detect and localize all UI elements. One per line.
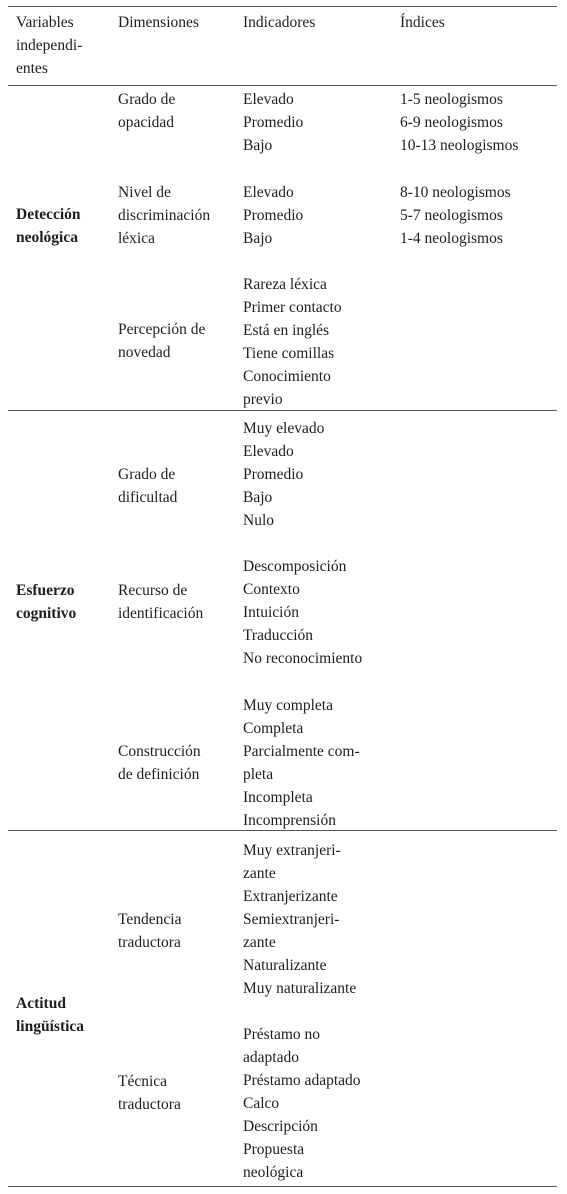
variable-line: Actitud: [16, 995, 66, 1012]
header-variables-line: independi-: [16, 37, 83, 54]
variable-line: cognitivo: [16, 605, 77, 622]
indicator: Muy elevado: [243, 420, 325, 437]
dimension-construccion-definicion: [118, 740, 201, 786]
indicator: Descomposición: [243, 558, 347, 575]
header-variables-line: Variables: [16, 14, 74, 31]
dimension-line: Nivel de: [118, 184, 171, 201]
dimension-line: novedad: [118, 344, 171, 361]
index-value: 1-4 neologismos: [400, 230, 503, 247]
variable-line: neológica: [16, 229, 78, 246]
dimension-tendencia-traductora: [118, 908, 181, 954]
indicator: Préstamo adaptado: [243, 1072, 361, 1089]
dimension-line: Construcción: [118, 743, 201, 760]
indicator: Muy naturalizante: [243, 980, 357, 997]
rule-bottom: [8, 1186, 557, 1187]
dimension-grado-opacidad: [118, 88, 175, 134]
indicator: Promedio: [243, 466, 304, 483]
indicator: zante: [243, 865, 276, 882]
header-variables: [16, 11, 82, 80]
indicator: Conocimiento: [243, 368, 331, 385]
indicator: zante: [243, 934, 276, 951]
indicator: Extranjerizante: [243, 888, 338, 905]
indicators-construccion-definicion: [243, 694, 360, 832]
header-indicadores: Indicadores: [243, 14, 316, 31]
indicator: Naturalizante: [243, 957, 327, 974]
indicator: Descripción: [243, 1118, 318, 1135]
indicators-nivel-discriminacion: [243, 181, 303, 250]
indicator: Completa: [243, 720, 304, 737]
indicator: adaptado: [243, 1049, 299, 1066]
index-value: 8-10 neologismos: [400, 184, 511, 201]
dimension-grado-dificultad: [118, 463, 177, 509]
indicator: No reconocimiento: [243, 650, 363, 667]
dimension-percepcion-novedad: [118, 318, 205, 364]
indicator: Incomprensión: [243, 812, 336, 829]
variable-actitud-linguistica: [16, 992, 84, 1038]
index-value: 6-9 neologismos: [400, 114, 503, 131]
dimension-line: Grado de: [118, 91, 176, 108]
rule-top: [8, 6, 557, 7]
dimension-line: Técnica: [118, 1073, 168, 1090]
indicator: Préstamo no: [243, 1026, 321, 1043]
dimension-line: Tendencia: [118, 911, 182, 928]
indicator: Muy extranjeri-: [243, 842, 341, 859]
variable-line: Esfuerzo: [16, 582, 75, 599]
indicator: neológica: [243, 1164, 304, 1181]
rule-header: [8, 85, 557, 86]
indicator: Rareza léxica: [243, 276, 327, 293]
header-variables-line: entes: [16, 60, 48, 77]
indicator: Bajo: [243, 230, 273, 247]
indicator: Muy completa: [243, 697, 333, 714]
indicator: Propuesta: [243, 1141, 305, 1158]
indicators-grado-opacidad: [243, 88, 303, 157]
indicator: Promedio: [243, 114, 304, 131]
dimension-line: discriminación: [118, 207, 211, 224]
dimension-recurso-identificacion: [118, 579, 203, 625]
indicators-recurso-identificacion: [243, 555, 362, 670]
variable-line: lingüística: [16, 1018, 85, 1035]
indices-nivel-discriminacion: [400, 181, 511, 250]
indicator: Nulo: [243, 512, 274, 529]
dimension-line: traductora: [118, 934, 181, 951]
dimension-line: Grado de: [118, 466, 176, 483]
indicator: Está en inglés: [243, 322, 330, 339]
index-value: 10-13 neologismos: [400, 137, 519, 154]
indicator: Elevado: [243, 91, 294, 108]
indicator: previo: [243, 391, 283, 408]
variable-line: Detección: [16, 206, 81, 223]
indicator: Primer contacto: [243, 299, 342, 316]
indicator: Bajo: [243, 489, 273, 506]
indicator: Elevado: [243, 443, 294, 460]
indicators-percepcion-novedad: [243, 273, 342, 411]
indicator: Calco: [243, 1095, 280, 1112]
index-value: 5-7 neologismos: [400, 207, 503, 224]
indicator: Elevado: [243, 184, 294, 201]
indicators-tendencia-traductora: [243, 839, 356, 1000]
indicator: Tiene comillas: [243, 345, 335, 362]
variable-esfuerzo-cognitivo: [16, 579, 76, 625]
indicators-tecnica-traductora: [243, 1023, 361, 1184]
dimension-line: de definición: [118, 766, 200, 783]
indices-grado-opacidad: [400, 88, 518, 157]
indicator: Parcialmente com-: [243, 743, 360, 760]
dimension-line: opacidad: [118, 114, 174, 131]
dimension-line: dificultad: [118, 489, 178, 506]
header-indices: Índices: [400, 14, 445, 31]
indicator: Bajo: [243, 137, 273, 154]
index-value: 1-5 neologismos: [400, 91, 503, 108]
dimension-line: traductora: [118, 1096, 181, 1113]
indicator: Promedio: [243, 207, 304, 224]
indicators-grado-dificultad: [243, 417, 324, 532]
indicator: pleta: [243, 766, 274, 783]
dimension-line: Percepción de: [118, 321, 206, 338]
dimension-line: Recurso de: [118, 582, 188, 599]
indicator: Incompleta: [243, 789, 313, 806]
indicator: Contexto: [243, 581, 300, 598]
dimension-nivel-discriminacion: [118, 181, 210, 250]
dimension-tecnica-traductora: [118, 1070, 181, 1116]
dimension-line: léxica: [118, 230, 156, 247]
header-dimensiones: Dimensiones: [118, 14, 199, 31]
indicator: Intuición: [243, 604, 299, 621]
indicator: Semiextranjeri-: [243, 911, 340, 928]
indicator: Traducción: [243, 627, 314, 644]
dimension-line: identificación: [118, 605, 204, 622]
variable-deteccion-neologica: [16, 203, 81, 249]
